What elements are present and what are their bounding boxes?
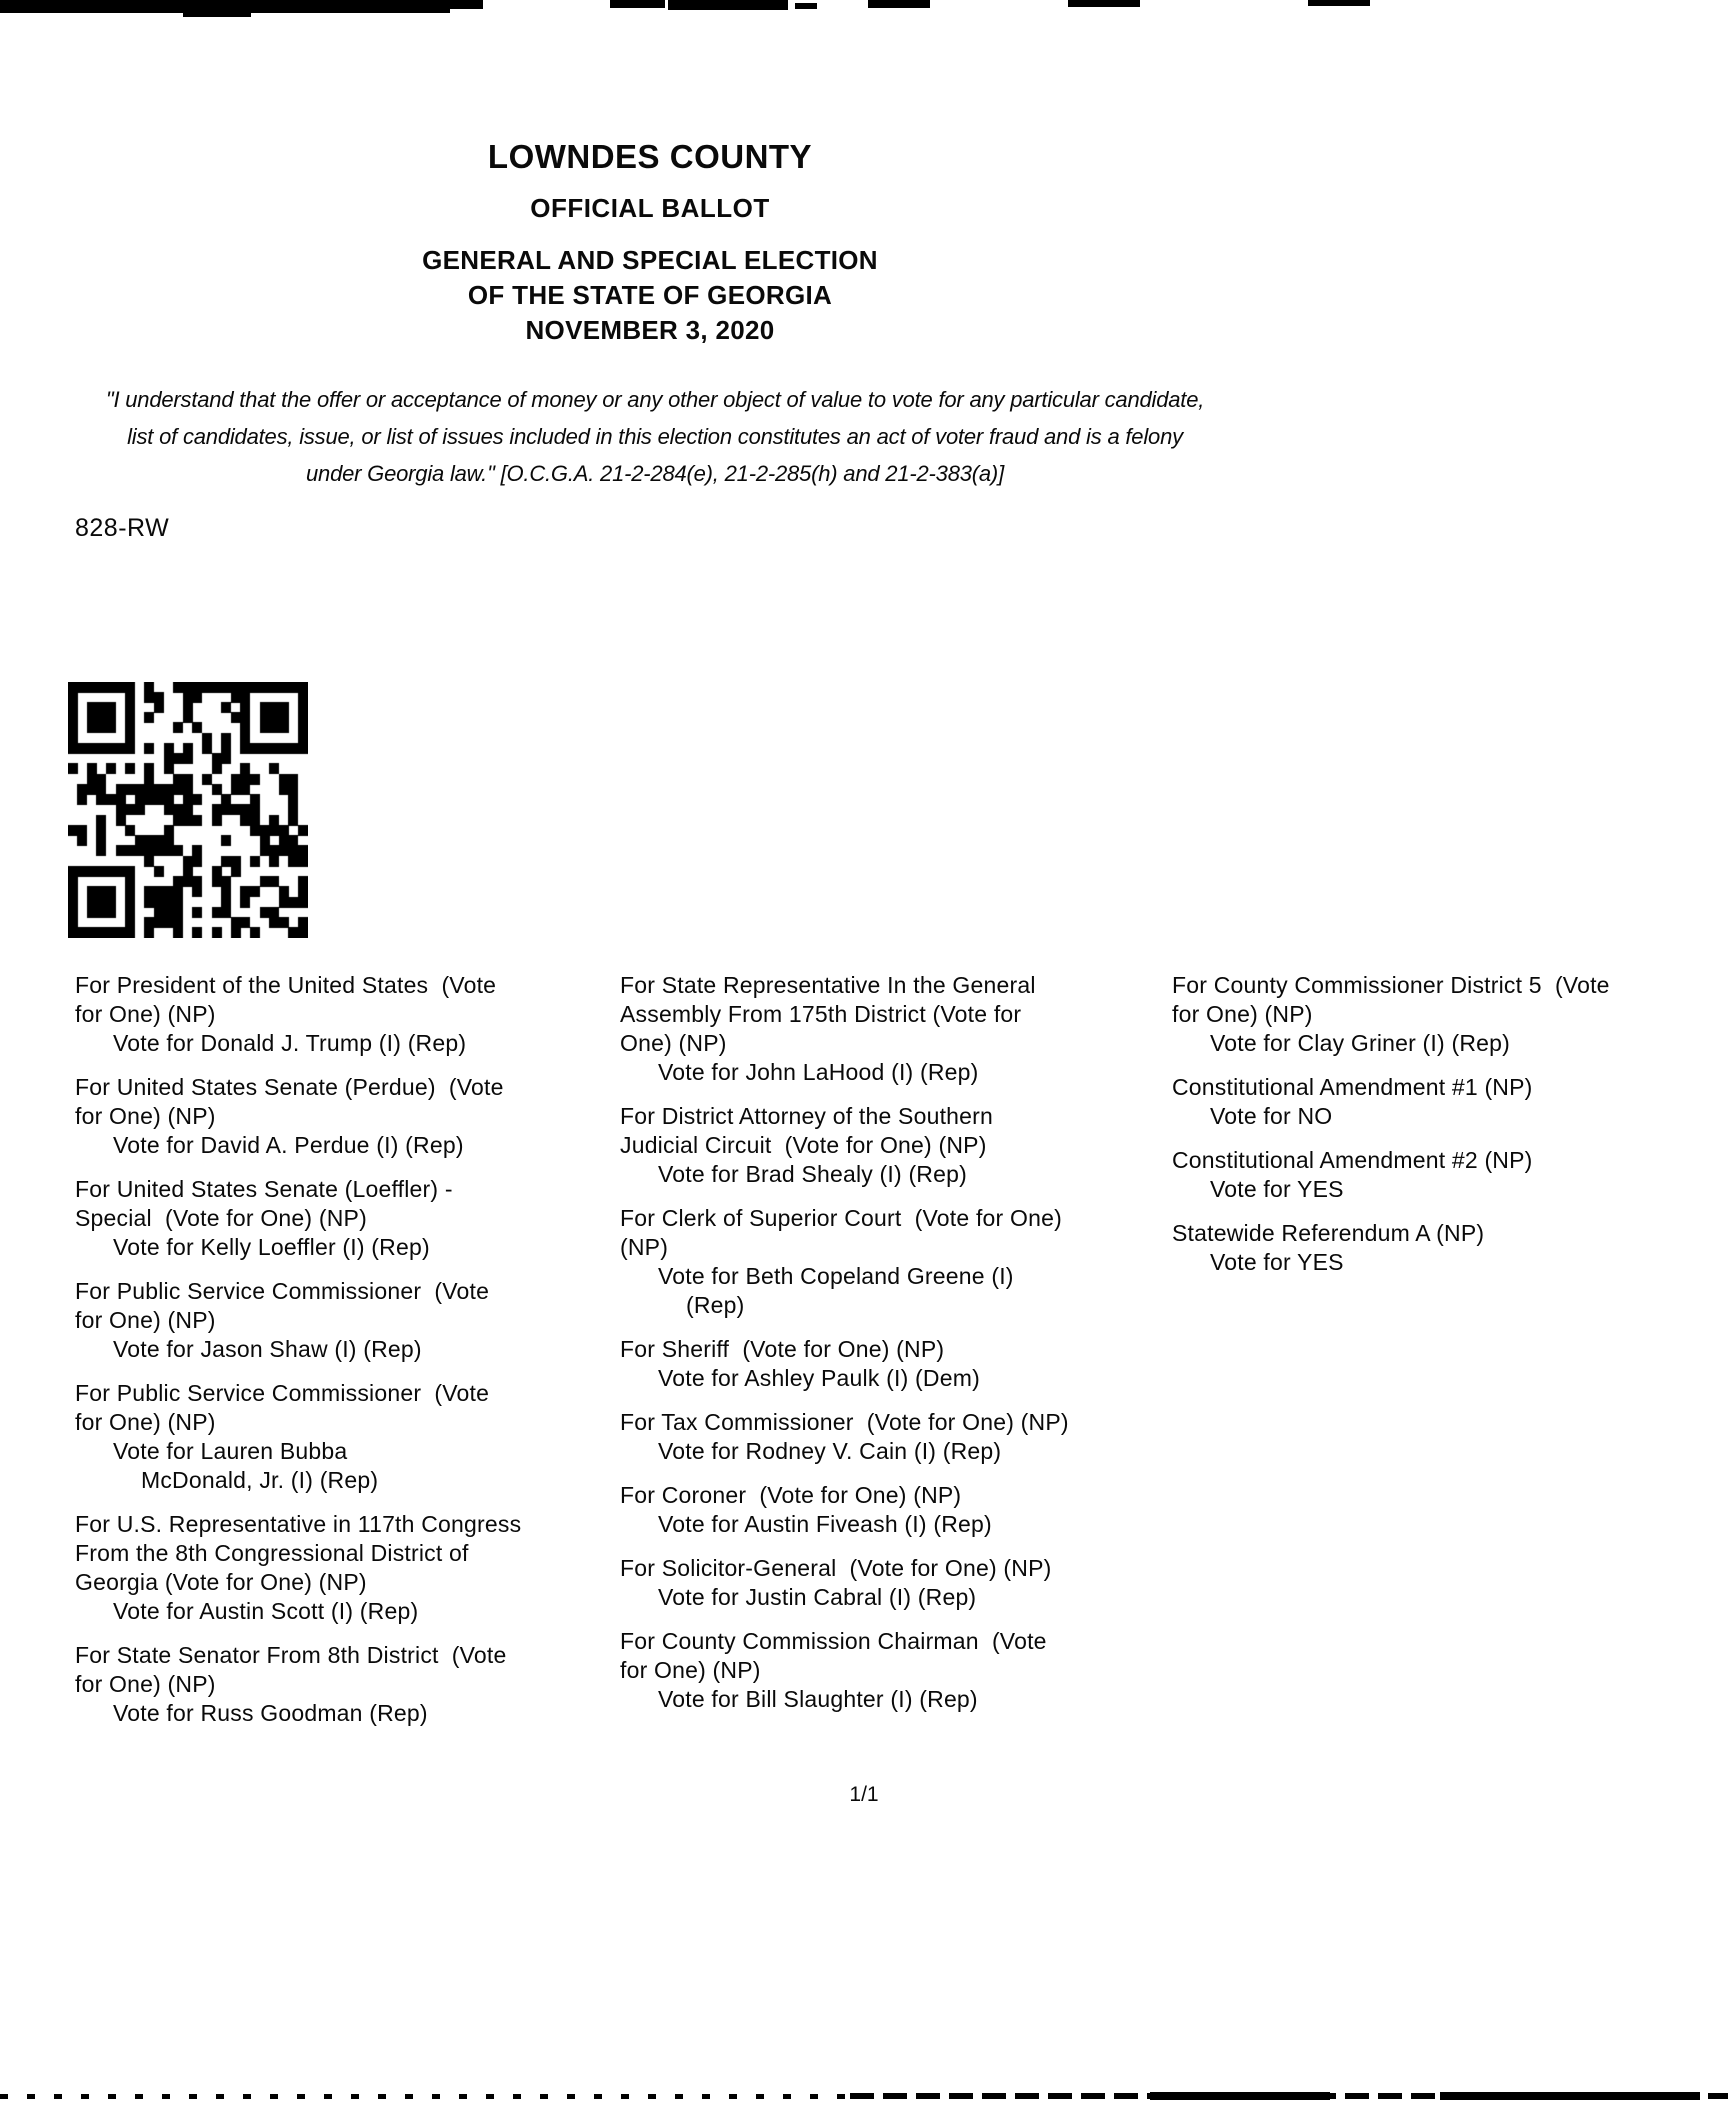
contest — [1172, 1219, 1728, 1277]
contest-title-line: for One) (NP) — [75, 1307, 216, 1333]
ballot-column-1 — [75, 971, 615, 1743]
contest-title-line: For Tax Commissioner (Vote for One) (NP) — [620, 1409, 1069, 1435]
contest — [75, 1073, 615, 1160]
election-title-line: NOVEMBER 3, 2020 — [525, 315, 775, 345]
vote-selection-line: (Rep) — [686, 1292, 745, 1318]
contest-title-line: For District Attorney of the Southern — [620, 1103, 994, 1129]
vote-selection-line: Vote for Austin Fiveash (I) (Rep) — [658, 1511, 992, 1537]
contest-title-line: For President of the United States (Vote — [75, 972, 497, 998]
contest-title-line: for One) (NP) — [75, 1001, 216, 1027]
vote-selection-line: Vote for Beth Copeland Greene (I) — [658, 1263, 1014, 1289]
contest — [1172, 1073, 1728, 1131]
contest — [620, 1335, 1168, 1393]
ballot-header — [0, 138, 1300, 348]
contest-title-line: Statewide Referendum A (NP) — [1172, 1220, 1485, 1246]
election-title — [0, 243, 1300, 348]
contest — [620, 1627, 1168, 1714]
vote-selection-line: Vote for NO — [1210, 1103, 1333, 1129]
disclaimer-line: list of candidates, issue, or list of issues included in this election constitutes an act of voter fraud and is a felony — [127, 424, 1183, 449]
contest-title-line: Assembly From 175th District (Vote for — [620, 1001, 1022, 1027]
contest — [620, 1408, 1168, 1466]
county-title: LOWNDES COUNTY — [487, 138, 813, 175]
election-title-line: OF THE STATE OF GEORGIA — [467, 280, 833, 310]
contest-title-line: For Solicitor-General (Vote for One) (NP) — [620, 1555, 1052, 1581]
contest — [620, 1102, 1168, 1189]
contest-title-line: For Coroner (Vote for One) (NP) — [620, 1482, 962, 1508]
contest-title-line: For Clerk of Superior Court (Vote for One) — [620, 1205, 1062, 1231]
contest-title-line: For Public Service Commissioner (Vote — [75, 1278, 490, 1304]
vote-selection-line: Vote for Austin Scott (I) (Rep) — [113, 1598, 419, 1624]
contest — [75, 971, 615, 1058]
vote-selection-line: Vote for YES — [1210, 1249, 1344, 1275]
vote-selection-line: Vote for Russ Goodman (Rep) — [113, 1700, 428, 1726]
contest — [1172, 971, 1728, 1058]
contest-title-line: for One) (NP) — [75, 1671, 216, 1697]
page-number: 1/1 — [849, 1783, 879, 1806]
vote-selection-line: McDonald, Jr. (I) (Rep) — [141, 1467, 379, 1493]
contest-title-line: One) (NP) — [620, 1030, 727, 1056]
contest-title-line: Georgia (Vote for One) (NP) — [75, 1569, 367, 1595]
vote-selection-line: Vote for John LaHood (I) (Rep) — [658, 1059, 979, 1085]
ballot-column-2 — [620, 971, 1168, 1729]
vote-selection-line: Vote for Donald J. Trump (I) (Rep) — [113, 1030, 467, 1056]
vote-selection-line: Vote for Clay Griner (I) (Rep) — [1210, 1030, 1510, 1056]
contest-title-line: For County Commissioner District 5 (Vote — [1172, 972, 1610, 998]
vote-selection-line: Vote for Brad Shealy (I) (Rep) — [658, 1161, 967, 1187]
disclaimer-line: "I understand that the offer or acceptance of money or any other object of value to vote for any particular candidate, — [105, 387, 1205, 412]
contest-title-line: for One) (NP) — [75, 1103, 216, 1129]
contest-title-line: Judicial Circuit (Vote for One) (NP) — [620, 1132, 987, 1158]
vote-selection-line: Vote for Bill Slaughter (I) (Rep) — [658, 1686, 978, 1712]
contest-title-line: Constitutional Amendment #2 (NP) — [1172, 1147, 1533, 1173]
vote-selection-line: Vote for David A. Perdue (I) (Rep) — [113, 1132, 464, 1158]
contest-title-line: for One) (NP) — [1172, 1001, 1313, 1027]
contest — [75, 1379, 615, 1495]
contest — [75, 1175, 615, 1262]
contest-title-line: For Sheriff (Vote for One) (NP) — [620, 1336, 945, 1362]
contest-title-line: For County Commission Chairman (Vote — [620, 1628, 1047, 1654]
vote-selection-line: Vote for Ashley Paulk (I) (Dem) — [658, 1365, 980, 1391]
ballot-type-title: OFFICIAL BALLOT — [530, 193, 770, 223]
ballot-column-3 — [1172, 971, 1728, 1292]
contest-title-line: For U.S. Representative in 117th Congress — [75, 1511, 522, 1537]
contest-title-line: For State Senator From 8th District (Vote — [75, 1642, 507, 1668]
qr-code — [68, 682, 308, 938]
voter-fraud-disclaimer — [0, 381, 1310, 492]
contest-title-line: For Public Service Commissioner (Vote — [75, 1380, 490, 1406]
contest — [75, 1277, 615, 1364]
vote-selection-line: Vote for Lauren Bubba — [113, 1438, 348, 1464]
contest — [75, 1641, 615, 1728]
contest-title-line: For State Representative In the General — [620, 972, 1036, 998]
contest-title-line: for One) (NP) — [75, 1409, 216, 1435]
contest — [620, 1481, 1168, 1539]
contest — [620, 1204, 1168, 1320]
contest-title-line: Special (Vote for One) (NP) — [75, 1205, 367, 1231]
vote-selection-line: Vote for Justin Cabral (I) (Rep) — [658, 1584, 977, 1610]
vote-selection-line: Vote for YES — [1210, 1176, 1344, 1202]
contest-title-line: (NP) — [620, 1234, 669, 1260]
contest-title-line: For United States Senate (Loeffler) - — [75, 1176, 453, 1202]
vote-selection-line: Vote for Kelly Loeffler (I) (Rep) — [113, 1234, 430, 1260]
vote-selection-line: Vote for Rodney V. Cain (I) (Rep) — [658, 1438, 1002, 1464]
ballot-style-code: 828-RW — [75, 514, 170, 542]
contest — [620, 971, 1168, 1087]
contest-title-line: From the 8th Congressional District of — [75, 1540, 469, 1566]
contest — [75, 1510, 615, 1626]
vote-selection-line: Vote for Jason Shaw (I) (Rep) — [113, 1336, 422, 1362]
election-title-line: GENERAL AND SPECIAL ELECTION — [422, 245, 878, 275]
contest — [1172, 1146, 1728, 1204]
disclaimer-line: under Georgia law." [O.C.G.A. 21-2-284(e), 21-2-285(h) and 21-2-383(a)] — [306, 461, 1004, 486]
contest — [620, 1554, 1168, 1612]
contest-title-line: For United States Senate (Perdue) (Vote — [75, 1074, 504, 1100]
contest-title-line: for One) (NP) — [620, 1657, 761, 1683]
contest-title-line: Constitutional Amendment #1 (NP) — [1172, 1074, 1533, 1100]
